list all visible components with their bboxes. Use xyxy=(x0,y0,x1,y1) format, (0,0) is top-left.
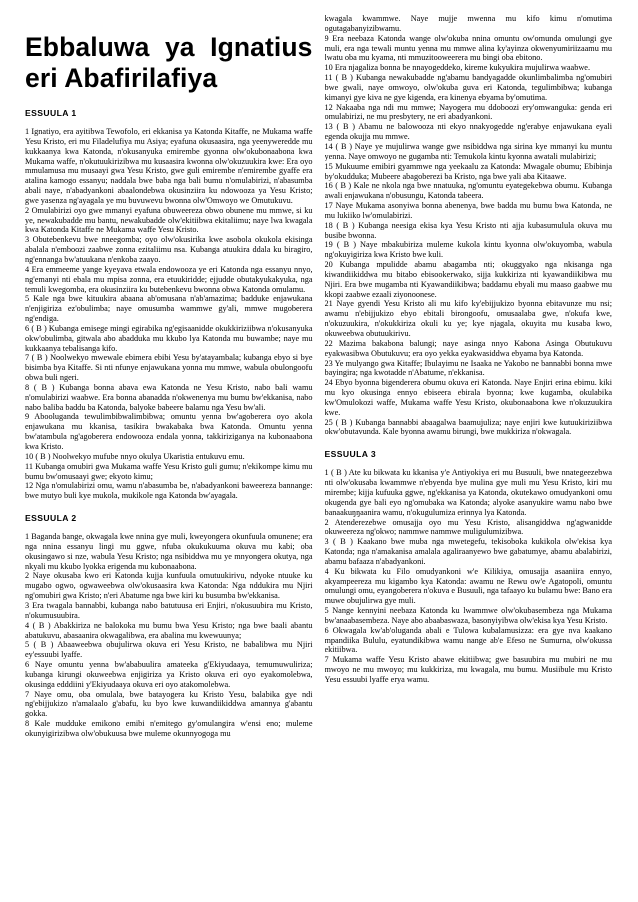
verse-paragraph: 4 ( B ) Abakkiriza ne balokoka mu bumu bwa Yesu Kristo; nga bwe baali abantu abatukuvu, abasaanira okwagalibwa, era abalina mu kwewuunya; xyxy=(25,620,313,640)
left-sections xyxy=(25,108,313,739)
chapter-section xyxy=(25,513,313,739)
verse-paragraph: 25 ( B ) Kubanga bannabbi abaagalwa baamujuliza; naye enjiri kwe kutuukiriziibwa okw'obutavunda. Kale byonna awamu birungi, bwe mukkiriza n'okwagala. xyxy=(324,417,612,437)
verse-paragraph: 2 Omulabirizi oyo gwe mmanyi eyafuna obuweereza obwo obunene mu mmwe, si ku ye, newakubadde mu bantu, newakubadde olw'ekitiibwa ekitaliimu; naye lwa kwagala kwa Katonda Kitaffe ne Mukama waffe Yesu Kristo. xyxy=(25,205,313,235)
verse-paragraph: 12 Nga n'omulabirizi omu, wamu n'abasumba be, n'abadyankoni baweereza bannange: bwe mutyo buli kye mukola, mukikole nga Katonda bw'ayagala. xyxy=(25,481,313,501)
verse-paragraph: 23 Ye mulyango gwa Kitaffe; Ibulayimu ne Isaaka ne Yakobo ne bannabbi bonna mwe bayingira; nga kwotadde n'Abatume, n'ekkanisa. xyxy=(324,358,612,378)
verse-paragraph: 4 Era emmeeme yange kyeyava etwala endowooza ye eri Katonda nga essanyu nnyo, ng'emanyi nti ebala mu mpisa zonna, era etuukiridde; ejjudde obutakyukakyuka, nga temuli kwegomba, era okusinziira ku butebenkevu bwonna obwa Katonda omulamu. xyxy=(25,264,313,294)
chapter-section xyxy=(25,108,313,501)
verse-paragraph: 11 Kubanga omubiri gwa Mukama waffe Yesu Kristo guli gumu; n'ekikompe kimu mu bumu bw'omusaayi gwe; ekyoto kimu; xyxy=(25,461,313,481)
chapter-heading: ESSUULA 2 xyxy=(25,513,77,524)
document-title xyxy=(25,32,313,94)
right-column xyxy=(325,14,613,902)
verse-paragraph: 21 Naye gyendi Yesu Kristo ali mu kifo ky'ebijjukizo byonna ebitavunze mu nsi; awamu n'ebijjukizo ebyo ebitali birongoofu, omusaalaba gwe, n'okufa kwe, n'okuzuukira, n'okukkiriza okuli ku ye; kye njagala, okuyita mu kusaba kwo, okuweebwa obutuukirivu. xyxy=(324,299,612,338)
verse-paragraph: 5 Nange kennyini neebaza Katonda ku lwammwe olw'okubasembeza nga Mukama bw'anaabasembeza. Naye abo abaabaswaza, basonyiyibwa olw'ekisa kya Yesu Kristo. xyxy=(324,606,612,625)
verse-paragraph: 7 ( B ) Noolwekyo mwewale ebimera ebibi Yesu by'atayambala; kubanga ebyo si bye bisimba bya Kitaffe. Si nti nfunye enjawukana yonna mu mmwe, wabula obulongoofu obwa buli ngeri. xyxy=(25,353,313,383)
verse-paragraph: 10 ( B ) Noolwekyo mufube nnyo okulya Ukaristia entukuvu emu. xyxy=(25,451,245,461)
verse-paragraph: 3 Obutebenkevu bwe nneegomba; oyo olw'okusirika kwe asobola okukola ekisinga abalala n'emboozi zaabwe zonna ezitaliimu nsa. Kubanga atuukira ddala ku biragiro, ng'ennanga bw'atuukana n'enkoba zaayo. xyxy=(25,235,313,264)
verse-paragraph: 3 Era twagala bannabbi, kubanga nabo batutuusa eri Enjiri, n'okusuubira mu Kristo, n'okumusuubira. xyxy=(25,600,313,620)
chapter-heading: ESSUULA 3 xyxy=(324,449,377,460)
right-sections xyxy=(325,14,613,685)
verse-paragraph: 16 ( B ) Kale ne nkola nga bwe nnatuuka, ng'omuntu eyategekebwa obumu. Kubanga awali enjawukana n'obusungu, Katonda tabeera. xyxy=(324,181,612,201)
verse-paragraph: 6 ( B ) Kubanga emisege mingi egirabika ng'egisaanidde okukkiriziibwa n'okusanyuka okw'obulimba, gitwala abo abadduka mu kkubo lya Katonda mu buwambe; naye mu kukkaanya tebalisanga kifo. xyxy=(25,323,313,353)
chapter-section xyxy=(325,449,613,685)
verse-paragraph: 13 ( B ) Abamu ne balowooza nti ekyo nnakyogedde ng'erabye enjawukana eyali egenda okujja mu mmwe. xyxy=(324,122,612,142)
verse-paragraph: 12 Nakaaba nga ndi mu mmwe; Nayogera mu ddoboozi ery'omwanguka: genda eri omulabirizi, ne mu presbytery, ne eri abadyankoni. xyxy=(324,102,612,122)
verse-paragraph: 8 Kale mudduke emikono emibi n'emitego gy'omulangira w'ensi eno; muleme okunyigirizibwa olw'obukuusa bwe muleme okunnyogoga mu xyxy=(25,719,313,738)
verse-paragraph: 6 Naye omuntu yenna bw'ababuulira amateeka g'Ekiyudaaya, temumuwuliriza; kubanga kirungi okuweebwa enjigiriza ya Kristo okuva eri oyo eyakomolebwa, okusinga edddiini y'Ekiyudaaya okuva eri oyo atakomolebwa. xyxy=(25,660,313,689)
verse-paragraph: 20 Kubanga mpulidde abamu abagamba nti; okuggyako nga nkisanga nga kiwandiikiddwa mu bitabo ebisookerwako, sijja kukkiriza nti kyawandiikibwa mu Njiri. Era bwe mugamba nti Kyawandiikibwa; baddamu ebyali mu maaso gaabwe mu kkopi zaabwe ezaali ziyonoonese. xyxy=(324,260,612,299)
verse-paragraph: 5 Kale nga bwe kituukira abaana ab'omusana n'ab'amazima; badduke enjawukana n'enjigiriza ez'obulimba; naye omusumba wammwe gy'ali, mmwe mugoberera ng'endiga. xyxy=(25,294,313,324)
verse-paragraph: 7 Mukama waffe Yesu Kristo abawe ekitiibwa; gwe basuubira mu mubiri ne mu mwoyo ne mu mwoyo; mu kukkiriza, mu kwagala, mu bumu. Musiibule mu Kristo Yesu essuubi lyaffe erya wamu. xyxy=(324,655,612,684)
verse-paragraph: 2 Atenderezebwe omusajja oyo mu Yesu Kristo, alisangiddwa ng'agwanidde okuweereza ng'okwo; nammwe nammwe muligulumizibwa. xyxy=(324,517,612,537)
verse-paragraph: 19 ( B ) Naye mbakubiriza muleme kukola kintu kyonna olw'okuyomba, wabula ng'okuyigiriza kwa Kristo bwe kuli. xyxy=(324,240,612,260)
verse-paragraph: 6 Okwagala kw'ab'oluganda abali e Tulowa kubalamusizza: era gye nva kaakano mpandiika Bululu, eyatundikibwa wamu nange ab'e Efeso ne Sumurna, olw'okussa ekitiibwa. xyxy=(324,625,612,655)
verse-paragraph: 7 Naye omu, oba omulala, bwe batayogera ku Kristo Yesu, balabika gye ndi ng'ebijjukizo n'amalaalo g'abafu, ku byo kwe kuwandiikiddwa amannya g'abantu gokka. xyxy=(25,689,313,719)
verse-paragraph: kwagala kwammwe. Naye mujje mwenna mu kifo kimu n'omutima ogutagabanyizibwamu. xyxy=(324,14,612,33)
verse-paragraph: 22 Mazima bakabona balungi; naye asinga nnyo Kabona Asinga Obutukuvu eyakwasibwa Obutukuvu; era oyo yekka eyakwasiddwa ebyama bya Katonda. xyxy=(324,338,612,358)
verse-paragraph: 24 Ebyo byonna bigenderera obumu okuva eri Katonda. Naye Enjiri erina ebimu. kiki mu kyo okusinga ennyo ebiseera ebirala byonna; kwe kugamba, okulabika kw'Omulokozi waffe, Mukama waffe Yesu Kristo, okubonaabona kwe n'okuzuukira kwe. xyxy=(324,378,612,417)
verse-paragraph: 2 Naye okusaba kwo eri Katonda kujja kunfuula omutuukirivu, ndyoke ntuuke ku mugabo ogwo, ogwaweebwa olw'okusaasira kwa Katonda: Nga nddukira mu Njiri ng'omubiri gwa Kristo; n'eri Abatume nga bwe kiri ku busumba bw'ekkanisa. xyxy=(25,571,313,601)
verse-paragraph: 14 ( B ) Naye ye mujulirwa wange gwe nsibiddwa nga sirina kye mmanyi ku muntu yenna. Naye omwoyo ne gugamba nti: Temukola kintu kyonna awatali mulabirizi; xyxy=(324,141,612,161)
verse-paragraph: 9 Era neebaza Katonda wange olw'okuba nnina omuntu ow'omunda omulungi gye muli, era nga tewali muntu yenna mu mmwe alina ky'ayinza okwenyumiriizaamu mu lwatu oba mu kyama, nti mmuzitooweerera mu bingi oba ebitono. xyxy=(324,33,612,63)
verse-paragraph: 10 Era njagaliza bonna be nnayogeddeko, kireme kukyukira mujulirwa waabwe. xyxy=(324,63,591,73)
verse-paragraph: 1 Baganda bange, okwagala kwe nnina gye muli, kweyongera okunfuula omunene; era nga nnina essanyu lingi mu ggwe, nfuba okukukuuma okuva mu kabi; oba okusingawo si nze, wabula Yesu Kristo; nga nsibiddwa mu ye mnyongera okutya, nga nkyali mu kkubo lyokka erigenda mu kubonaabona. xyxy=(25,532,313,571)
title-line-2: eri Abafirilafiya xyxy=(25,63,218,93)
left-column xyxy=(25,14,313,902)
verse-paragraph: 3 ( B ) Kaakano bwe muba nga mwetegefu, tekisoboka kukikola olw'ekisa kya Katonda; nga n'amakanisa amalala agaliraanyewo bwe gabatumye, abamu abalabirizi, abamu bafaaza n'abadyankoni. xyxy=(324,537,612,566)
verse-paragraph: 5 ( B ) Abaaweebwa obujulirwa okuva eri Yesu Kristo, ne babalibwa mu Njiri ey'essuubi lyaffe. xyxy=(25,640,313,660)
title-line-1: Ebbaluwa ya Ignatius xyxy=(25,32,313,62)
verse-paragraph: 1 Ignatiyo, era ayitibwa Tewofolo, eri ekkanisa ya Katonda Kitaffe, ne Mukama waffe Yesu Kristo, eri mu Filadelufiya mu Asiya; eyafuna okusaasira, nga yeenyweredde mu kukkaanya kwa Katonda, n'okusanyuka emirembe gyonna olw'okubonaabona kwa Mukama waffe, n'okutuukirizibwa mu kusaasira kwonna olw'okuzuukira kwe: Era oyo mmulamusa mu musaayi gwa Yesu Kristo, gwe guli emirembe n'emirembe gyaffe era atalina kamogo essanyu; naddala bwe baba nga bali bumu n'omulabirizi, n'abasumba abali naye, n'abadyankoni abaalondebwa okusinziira ku ndowooza ya Yesu Kristo; gwe yasenza ng'ayagala ye mu buvuwevu bwonna olw'Omwoyo we Omutukuvu. xyxy=(25,127,313,205)
verse-paragraph: 17 Naye Mukama asonyiwa bonna abenenya, bwe badda mu bumu bwa Katonda, ne mu lukiiko lw'omulabirizi. xyxy=(324,201,612,220)
verse-paragraph: 1 ( B ) Ate ku bikwata ku kkanisa y'e Antiyokiya eri mu Busuuli, bwe nnategeezebwa nti olw'okusaba kwammwe n'ebyenda bye mulina gye muli mu Yesu Kristo, kiri mu mirembe; kijja kufuuka ggwe, ng'ekkanisa ya Katonda, okutekawo omudyankoni omu okugenda gye bali eyo ng'omubaka wa Katonda; alyoke asanyukire wamu nabo bwe banaakuŋŋaanira wamu, n'okugulumiza erinnya lya Katonda. xyxy=(324,468,612,517)
verse-paragraph: 11 ( B ) Kubanga newakubadde ng'abamu bandyagadde okunlimbalimba ng'omubiri bwe gwali, naye omwoyo, olw'okuba guva eri Katonda, tegulimbibwa; kubanga kimanyi gye kiva ne gye kigenda, era kinenya ebyama by'omutima. xyxy=(324,73,612,102)
verse-paragraph: 18 ( B ) Kubanga neesiga ekisa kya Yesu Kristo nti ajja kubasumulula okuva mu busibe bwonna. xyxy=(324,220,612,240)
verse-paragraph: 4 Ku bikwata ku Filo omudyankoni w'e Kilikiya, omusajja asaaniira ennyo, akyampeereza mu kigambo kya Katonda: awamu ne Rewu ow'e Agatopoli, omuntu omulungi omu, eyangoberera n'okuva e Busuuli, nga tafaayo ku bulamu bwe: Bano era muwe obujulirwa gye muli. xyxy=(324,566,612,606)
chapter-section xyxy=(325,14,613,437)
verse-paragraph: 9 Abooluganda tewulimbibwalimbibwa; omuntu yenna bw'agoberera oyo akola enjawukana mu kkanisa, tasikira bwakabaka bwa Katonda. Omuntu yenna bw'atambula ng'agoberera endowooza endala yonna, takkiriziganya na kubonaabona kwa Kristo. xyxy=(25,412,313,451)
verse-paragraph: 8 ( B ) Kubanga bonna abava ewa Katonda ne Yesu Kristo, nabo bali wamu n'omulabirizi waabwe. Era bonna abanadda n'okwenenya mu bumu bw'ekkanisa, nabo nabo baliba baddu ba Katonda, balyoke babeere balamu nga Yesu bw'ali. xyxy=(25,382,313,412)
verse-paragraph: 15 Mukuume emibiri gyammwe nga yeekaalu za Katonda: Mwagale obumu; Ebibinja by'okudduka; Mubeere abagoberezi ba Kristo, nga bwe yali aba Kitaawe. xyxy=(324,161,612,181)
chapter-heading: ESSUULA 1 xyxy=(25,108,77,118)
